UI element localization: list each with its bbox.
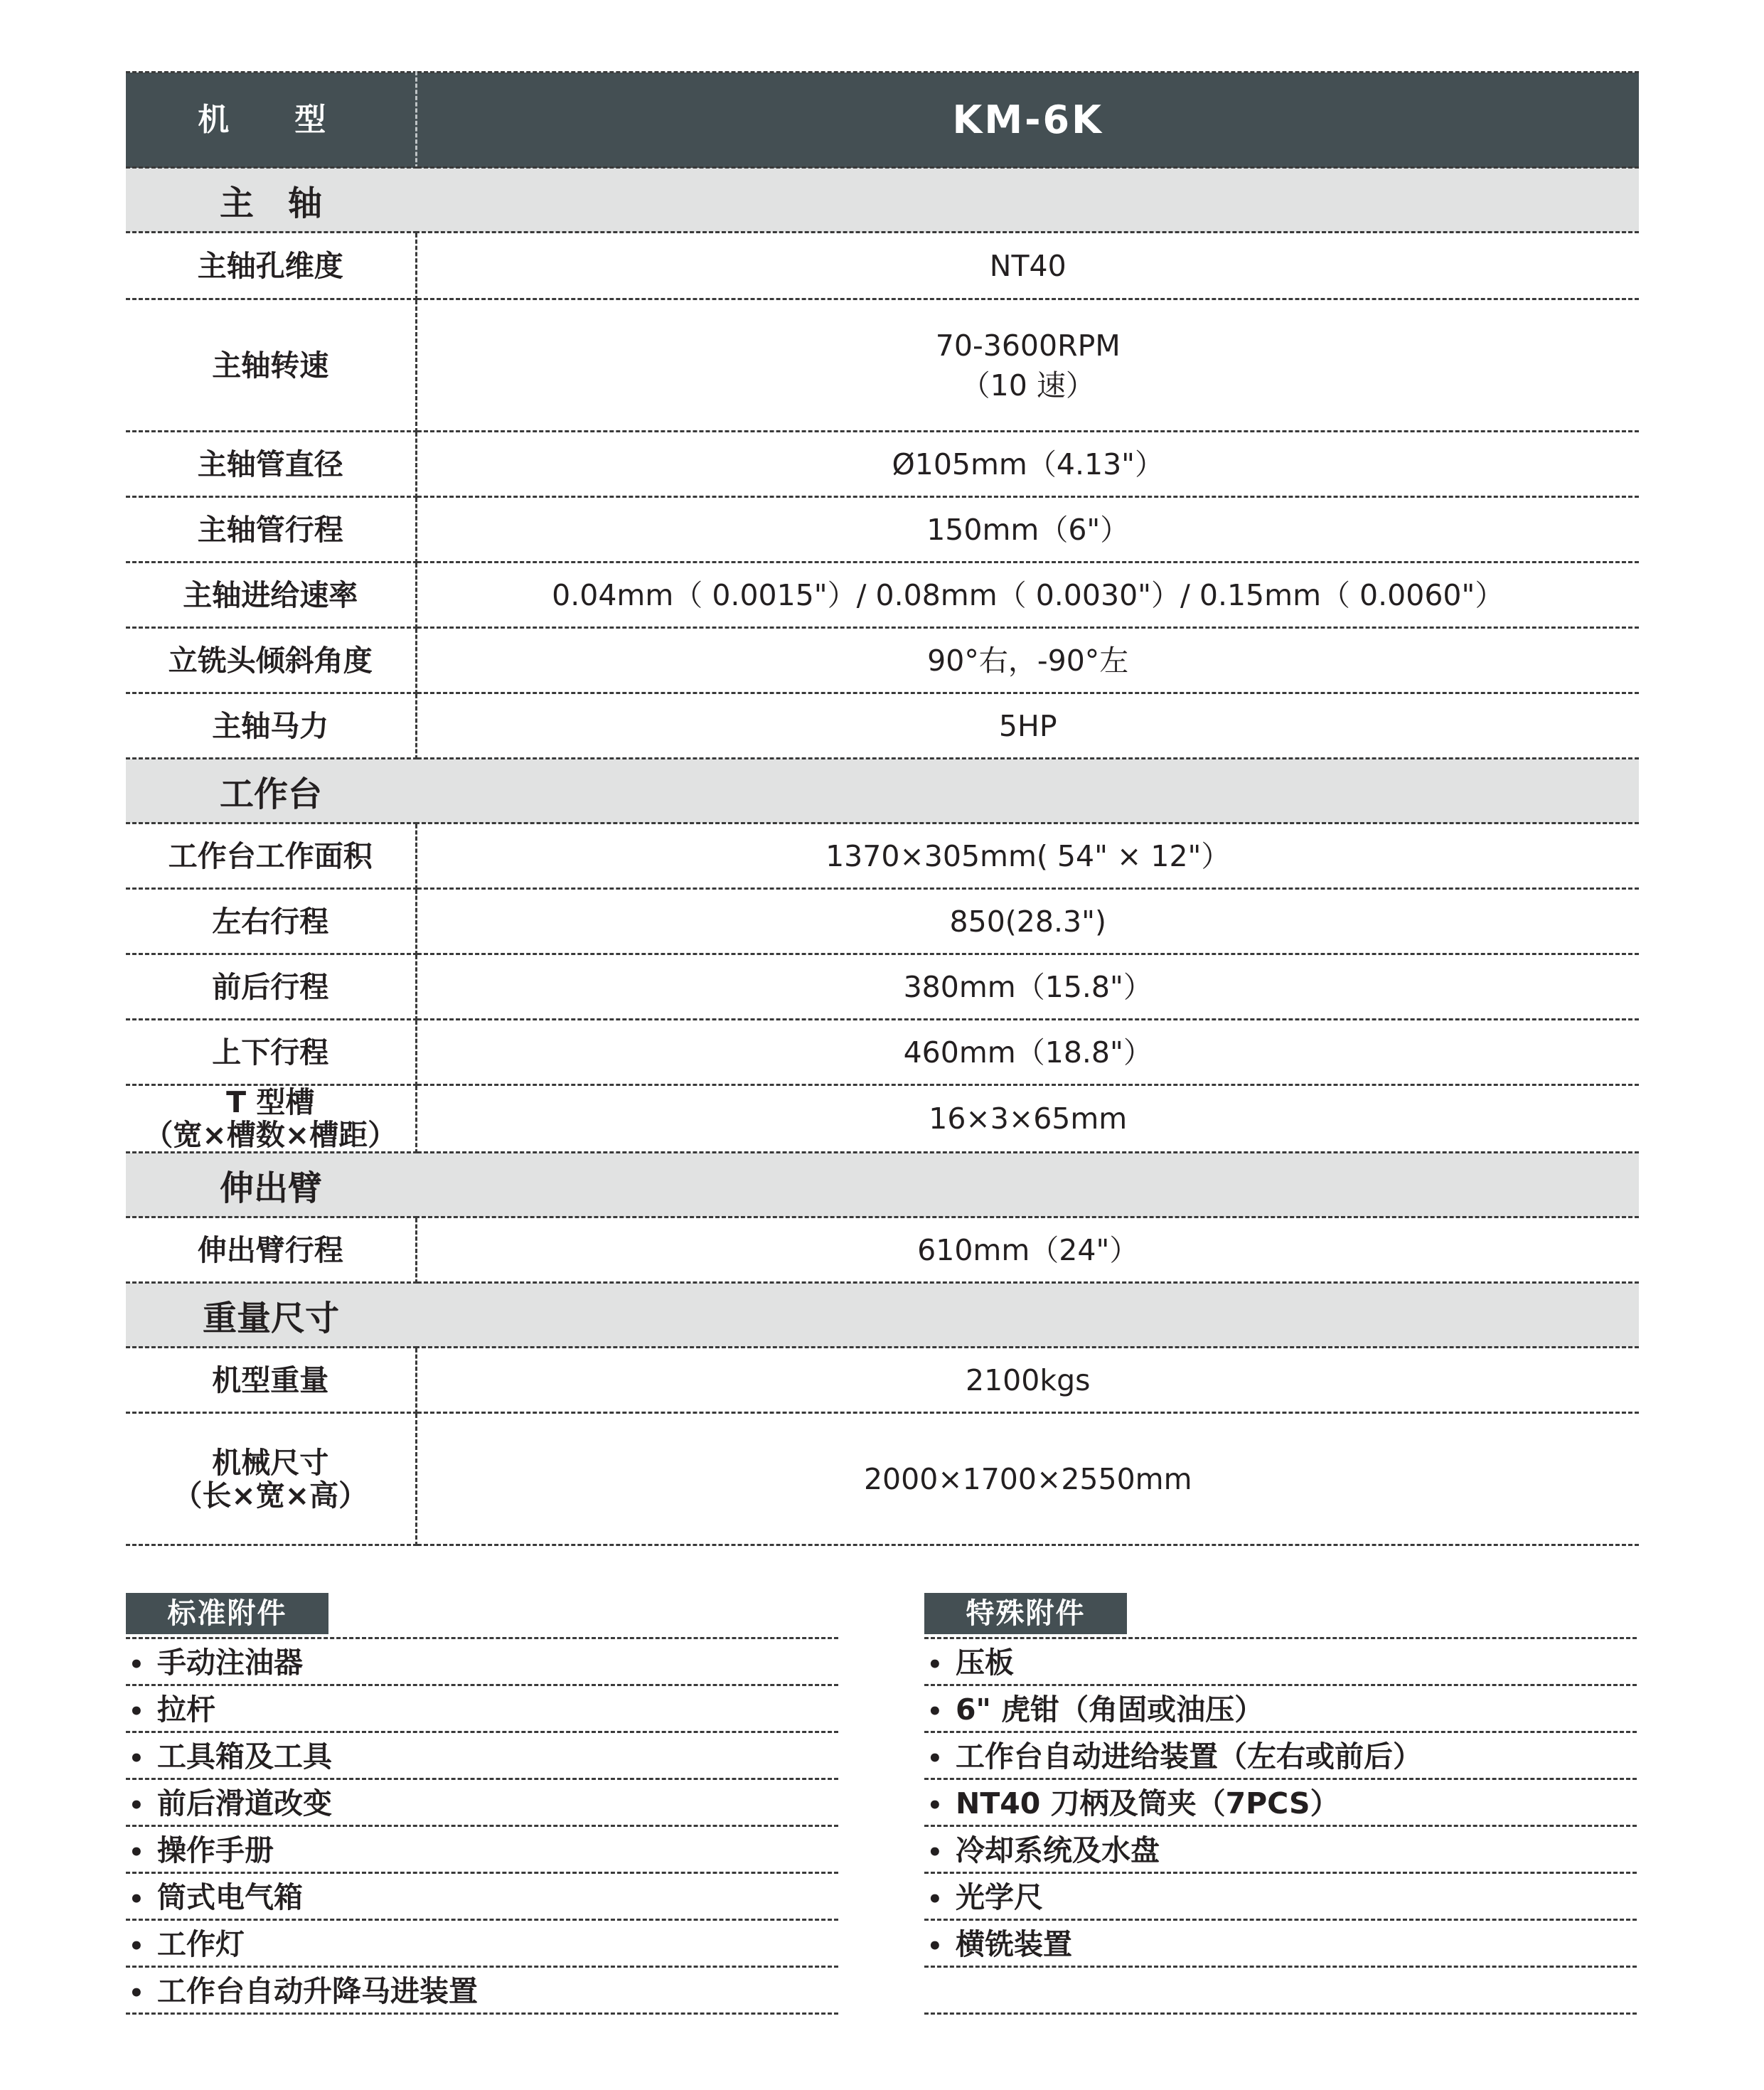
spec-value-line1: 70-3600RPM bbox=[935, 328, 1121, 363]
spec-label: 主轴管行程 bbox=[126, 497, 416, 563]
spec-label: 主轴管直径 bbox=[126, 432, 416, 497]
spec-label: 立铣头倾斜角度 bbox=[126, 628, 416, 693]
special-accessories-list bbox=[924, 1637, 1637, 2015]
spec-row bbox=[126, 693, 1639, 759]
spec-value: 16×3×65mm bbox=[416, 1085, 1639, 1153]
bullet-icon: • bbox=[129, 1744, 144, 1773]
bullet-icon: • bbox=[129, 1932, 144, 1961]
special-accessories-title: 特殊附件 bbox=[924, 1593, 1127, 1634]
section-arm bbox=[126, 1153, 1639, 1217]
bullet-icon: • bbox=[927, 1838, 943, 1867]
spec-label: 左右行程 bbox=[126, 889, 416, 954]
bullet-icon: • bbox=[129, 1885, 144, 1914]
header-label: 机 型 bbox=[126, 73, 416, 168]
spec-value: 2000×1700×2550mm bbox=[416, 1413, 1639, 1545]
list-item-text: 前后滑道改变 bbox=[157, 1786, 332, 1820]
list-item bbox=[924, 1874, 1637, 1921]
list-item-text: 工作台自动升降马进装置 bbox=[157, 1974, 478, 2008]
list-item-text: 拉杆 bbox=[157, 1692, 215, 1727]
spec-value: 460mm（18.8"） bbox=[416, 1020, 1639, 1085]
list-item-text: 操作手册 bbox=[157, 1833, 274, 1867]
spec-label-line1: T 型槽 bbox=[226, 1085, 315, 1119]
spec-row bbox=[126, 954, 1639, 1020]
list-item bbox=[924, 1733, 1637, 1780]
section-title: 伸出臂 bbox=[219, 1168, 322, 1208]
list-item bbox=[126, 1921, 838, 1968]
spec-label: 工作台工作面积 bbox=[126, 823, 416, 889]
list-item bbox=[924, 1921, 1637, 1968]
bullet-icon: • bbox=[129, 1979, 144, 2008]
spec-row bbox=[126, 563, 1639, 628]
list-item-text: NT40 刀柄及筒夹（7PCS） bbox=[956, 1786, 1340, 1820]
bullet-icon: • bbox=[927, 1744, 943, 1773]
special-accessories bbox=[924, 1593, 1637, 2015]
spec-label: 主轴孔维度 bbox=[126, 233, 416, 299]
bullet-icon: • bbox=[927, 1885, 943, 1914]
spec-value: 0.04mm（ 0.0015"）/ 0.08mm（ 0.0030"）/ 0.15mm（ 0.0060"） bbox=[416, 563, 1639, 628]
list-item-text: 手动注油器 bbox=[157, 1646, 303, 1680]
spec-value: 90°右，-90°左 bbox=[416, 628, 1639, 693]
spec-row bbox=[126, 1217, 1639, 1283]
list-item-text: 光学尺 bbox=[956, 1880, 1043, 1914]
model-name: KM-6K bbox=[416, 73, 1639, 168]
standard-accessories-list bbox=[126, 1637, 838, 2015]
spec-label: 上下行程 bbox=[126, 1020, 416, 1085]
spec-value: Ø105mm（4.13"） bbox=[416, 432, 1639, 497]
list-item bbox=[924, 1780, 1637, 1827]
spec-value: 610mm（24"） bbox=[416, 1217, 1639, 1283]
spec-row bbox=[126, 1020, 1639, 1085]
list-item-text: 横铣装置 bbox=[956, 1927, 1072, 1961]
spec-row bbox=[126, 299, 1639, 432]
spec-row bbox=[126, 1413, 1639, 1545]
spec-value: 2100kgs bbox=[416, 1348, 1639, 1413]
spec-row bbox=[126, 233, 1639, 299]
spec-label: 主轴进给速率 bbox=[126, 563, 416, 628]
spec-label-line1: 机械尺寸 bbox=[212, 1445, 329, 1480]
header-row bbox=[126, 73, 1639, 168]
bullet-icon: • bbox=[129, 1838, 144, 1867]
list-item bbox=[126, 1639, 838, 1686]
spec-value: 1370×305mm( 54" × 12"） bbox=[416, 823, 1639, 889]
standard-accessories-title: 标准附件 bbox=[126, 1593, 328, 1634]
spec-row bbox=[126, 432, 1639, 497]
list-item-text: 工具箱及工具 bbox=[157, 1739, 332, 1774]
bullet-icon: • bbox=[927, 1651, 943, 1679]
list-item bbox=[924, 1686, 1637, 1733]
section-title: 重量尺寸 bbox=[202, 1298, 339, 1338]
bullet-icon: • bbox=[927, 1697, 943, 1726]
list-item-text: 冷却系统及水盘 bbox=[956, 1833, 1160, 1867]
section-table bbox=[126, 759, 1639, 823]
list-item bbox=[126, 1733, 838, 1780]
list-item bbox=[924, 1639, 1637, 1686]
list-item-text: 工作台自动进给装置（左右或前后） bbox=[956, 1739, 1422, 1774]
list-item bbox=[126, 1780, 838, 1827]
list-item-text: 筒式电气箱 bbox=[157, 1880, 303, 1914]
section-title: 主 轴 bbox=[219, 183, 322, 223]
list-item bbox=[126, 1968, 838, 2015]
spec-label-line2: （宽×槽数×槽距） bbox=[144, 1118, 397, 1152]
section-spindle bbox=[126, 168, 1639, 233]
spec-value: 150mm（6"） bbox=[416, 497, 1639, 563]
spec-value: 380mm（15.8"） bbox=[416, 954, 1639, 1020]
spec-label: 伸出臂行程 bbox=[126, 1217, 416, 1283]
spec-label-line2: （长×宽×高） bbox=[173, 1478, 368, 1513]
spec-table bbox=[126, 71, 1639, 1546]
spec-row bbox=[126, 628, 1639, 693]
spec-value: 850(28.3") bbox=[416, 889, 1639, 954]
spec-label bbox=[126, 1413, 416, 1545]
list-item bbox=[924, 1827, 1637, 1874]
spec-label: 主轴马力 bbox=[126, 693, 416, 759]
spec-row bbox=[126, 497, 1639, 563]
list-item bbox=[126, 1874, 838, 1921]
list-item bbox=[126, 1686, 838, 1733]
bullet-icon: • bbox=[129, 1791, 144, 1820]
spec-value: NT40 bbox=[416, 233, 1639, 299]
list-item bbox=[126, 1827, 838, 1874]
section-weight-dimensions bbox=[126, 1283, 1639, 1348]
bullet-icon: • bbox=[927, 1791, 943, 1820]
spec-label: 前后行程 bbox=[126, 954, 416, 1020]
spec-value: 5HP bbox=[416, 693, 1639, 759]
spec-row bbox=[126, 823, 1639, 889]
spec-label bbox=[126, 1085, 416, 1153]
list-item-text: 6" 虎钳（角固或油压） bbox=[956, 1692, 1264, 1727]
list-item-text: 压板 bbox=[956, 1646, 1014, 1680]
spec-value-line2: （10 速） bbox=[961, 368, 1095, 402]
standard-accessories bbox=[126, 1593, 838, 2015]
spec-row bbox=[126, 889, 1639, 954]
spec-row bbox=[126, 1348, 1639, 1413]
list-item-text: 工作灯 bbox=[157, 1927, 245, 1961]
spec-label: 主轴转速 bbox=[126, 299, 416, 432]
section-title: 工作台 bbox=[219, 774, 322, 814]
spec-label: 机型重量 bbox=[126, 1348, 416, 1413]
spec-row bbox=[126, 1085, 1639, 1153]
bullet-icon: • bbox=[927, 1932, 943, 1961]
bullet-icon: • bbox=[129, 1651, 144, 1679]
bullet-icon: • bbox=[129, 1697, 144, 1726]
list-item-empty bbox=[924, 1968, 1637, 2015]
spec-value bbox=[416, 299, 1639, 432]
